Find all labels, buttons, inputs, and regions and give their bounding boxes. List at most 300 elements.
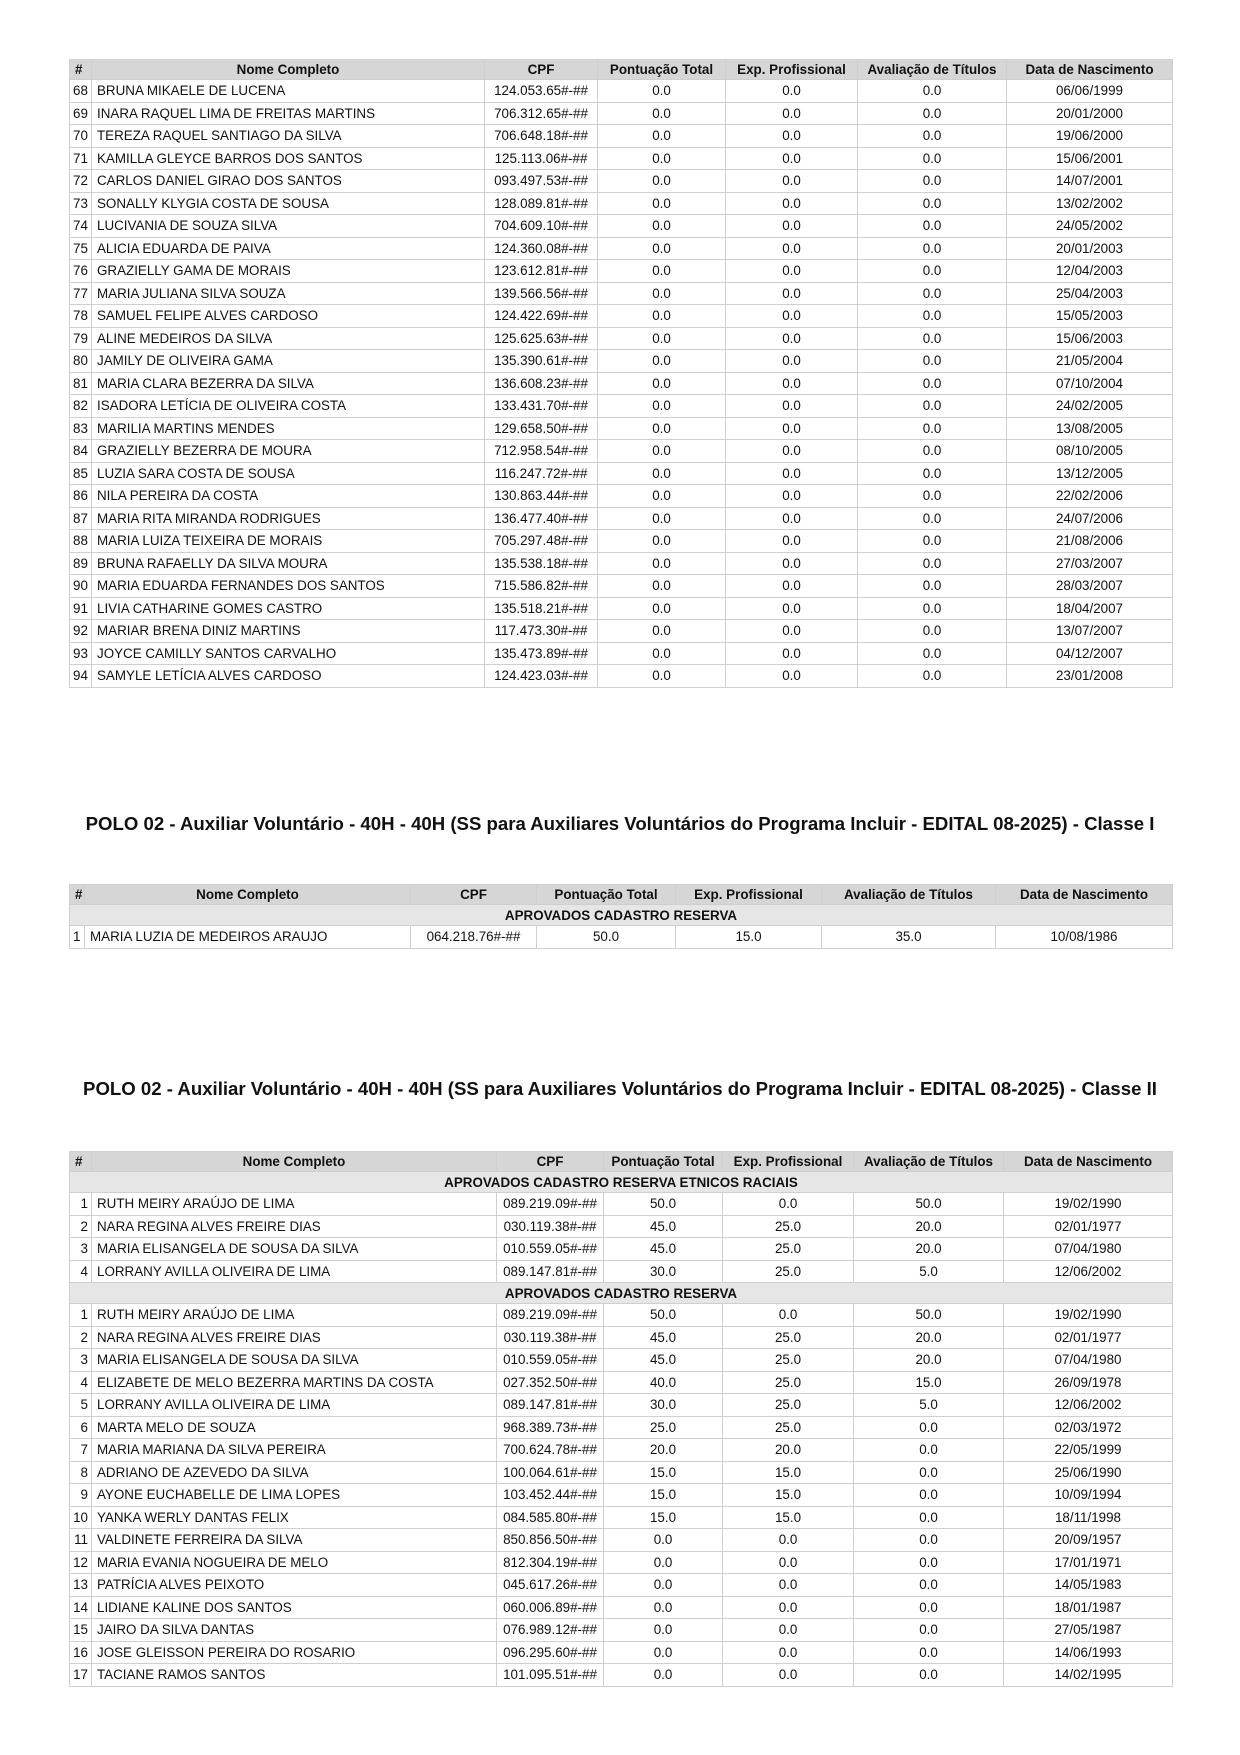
candidate-name: TACIANE RAMOS SANTOS bbox=[92, 1664, 497, 1687]
titles-score: 5.0 bbox=[854, 1394, 1004, 1417]
table-row bbox=[70, 260, 1173, 283]
titles-score: 0.0 bbox=[858, 282, 1007, 305]
titles-score: 0.0 bbox=[858, 147, 1007, 170]
row-number: 84 bbox=[70, 440, 92, 463]
col-header-birthdate: Data de Nascimento bbox=[996, 885, 1173, 905]
experience-score: 0.0 bbox=[723, 1529, 854, 1552]
birth-date: 24/07/2006 bbox=[1007, 507, 1173, 530]
total-score: 50.0 bbox=[537, 926, 676, 949]
col-header-titles: Avaliação de Títulos bbox=[822, 885, 996, 905]
titles-score: 0.0 bbox=[858, 102, 1007, 125]
row-number: 16 bbox=[70, 1641, 92, 1664]
table-row bbox=[70, 1394, 1173, 1417]
table-row bbox=[70, 440, 1173, 463]
col-header-experience: Exp. Profissional bbox=[676, 885, 822, 905]
experience-score: 25.0 bbox=[723, 1349, 854, 1372]
candidate-name: NILA PEREIRA DA COSTA bbox=[92, 485, 485, 508]
birth-date: 13/07/2007 bbox=[1007, 620, 1173, 643]
cpf-value: 136.608.23#-## bbox=[485, 372, 598, 395]
table-row bbox=[70, 485, 1173, 508]
cpf-value: 045.617.26#-## bbox=[497, 1574, 604, 1597]
total-score: 0.0 bbox=[598, 260, 726, 283]
row-number: 94 bbox=[70, 665, 92, 688]
row-number: 7 bbox=[70, 1439, 92, 1462]
experience-score: 0.0 bbox=[726, 440, 858, 463]
birth-date: 10/08/1986 bbox=[996, 926, 1173, 949]
total-score: 0.0 bbox=[598, 125, 726, 148]
cpf-value: 084.585.80#-## bbox=[497, 1506, 604, 1529]
experience-score: 0.0 bbox=[726, 530, 858, 553]
total-score: 45.0 bbox=[604, 1215, 723, 1238]
birth-date: 20/09/1957 bbox=[1004, 1529, 1173, 1552]
group-header-row bbox=[70, 1172, 1173, 1193]
row-number: 68 bbox=[70, 80, 92, 103]
experience-score: 25.0 bbox=[723, 1394, 854, 1417]
titles-score: 0.0 bbox=[858, 260, 1007, 283]
titles-score: 0.0 bbox=[858, 215, 1007, 238]
candidate-name: MARIAR BRENA DINIZ MARTINS bbox=[92, 620, 485, 643]
row-number: 87 bbox=[70, 507, 92, 530]
table-row bbox=[70, 1215, 1173, 1238]
candidate-name: GRAZIELLY GAMA DE MORAIS bbox=[92, 260, 485, 283]
total-score: 0.0 bbox=[604, 1641, 723, 1664]
col-header-number: # bbox=[70, 60, 92, 80]
experience-score: 0.0 bbox=[726, 350, 858, 373]
birth-date: 28/03/2007 bbox=[1007, 575, 1173, 598]
titles-score: 0.0 bbox=[854, 1596, 1004, 1619]
candidate-name: MARIA ELISANGELA DE SOUSA DA SILVA bbox=[92, 1238, 497, 1261]
table-row bbox=[70, 1260, 1173, 1283]
col-header-titles: Avaliação de Títulos bbox=[858, 60, 1007, 80]
cpf-value: 128.089.81#-## bbox=[485, 192, 598, 215]
experience-score: 0.0 bbox=[726, 642, 858, 665]
experience-score: 0.0 bbox=[726, 170, 858, 193]
experience-score: 0.0 bbox=[726, 372, 858, 395]
total-score: 0.0 bbox=[598, 372, 726, 395]
table-row bbox=[70, 1193, 1173, 1216]
cpf-value: 030.119.38#-## bbox=[497, 1215, 604, 1238]
candidate-name: LUZIA SARA COSTA DE SOUSA bbox=[92, 462, 485, 485]
birth-date: 14/06/1993 bbox=[1004, 1641, 1173, 1664]
birth-date: 19/06/2000 bbox=[1007, 125, 1173, 148]
total-score: 0.0 bbox=[598, 485, 726, 508]
titles-score: 0.0 bbox=[858, 350, 1007, 373]
total-score: 0.0 bbox=[598, 597, 726, 620]
candidate-name: NARA REGINA ALVES FREIRE DIAS bbox=[92, 1215, 497, 1238]
total-score: 45.0 bbox=[604, 1349, 723, 1372]
candidate-name: MARIA LUIZA TEIXEIRA DE MORAIS bbox=[92, 530, 485, 553]
col-header-total: Pontuação Total bbox=[598, 60, 726, 80]
col-header-titles: Avaliação de Títulos bbox=[854, 1152, 1004, 1172]
candidate-name: MARIA LUZIA DE MEDEIROS ARAUJO bbox=[85, 926, 411, 949]
cpf-value: 064.218.76#-## bbox=[411, 926, 537, 949]
total-score: 0.0 bbox=[598, 642, 726, 665]
titles-score: 0.0 bbox=[858, 507, 1007, 530]
table-row bbox=[70, 305, 1173, 328]
total-score: 0.0 bbox=[604, 1664, 723, 1687]
birth-date: 15/06/2003 bbox=[1007, 327, 1173, 350]
birth-date: 18/01/1987 bbox=[1004, 1596, 1173, 1619]
table-row bbox=[70, 1641, 1173, 1664]
cpf-value: 125.113.06#-## bbox=[485, 147, 598, 170]
total-score: 0.0 bbox=[598, 665, 726, 688]
table-row bbox=[70, 350, 1173, 373]
cpf-value: 135.473.89#-## bbox=[485, 642, 598, 665]
row-number: 88 bbox=[70, 530, 92, 553]
section-title-classe-2: POLO 02 - Auxiliar Voluntário - 40H - 40H (SS para Auxiliares Voluntários do Programa Incluir - EDITAL 08-2025) - Classe II bbox=[83, 1078, 1157, 1099]
total-score: 0.0 bbox=[598, 215, 726, 238]
birth-date: 21/05/2004 bbox=[1007, 350, 1173, 373]
total-score: 0.0 bbox=[598, 507, 726, 530]
table-header-row bbox=[70, 60, 1173, 80]
row-number: 12 bbox=[70, 1551, 92, 1574]
titles-score: 0.0 bbox=[854, 1484, 1004, 1507]
row-number: 83 bbox=[70, 417, 92, 440]
row-number: 76 bbox=[70, 260, 92, 283]
experience-score: 0.0 bbox=[726, 552, 858, 575]
cpf-value: 129.658.50#-## bbox=[485, 417, 598, 440]
birth-date: 19/02/1990 bbox=[1004, 1304, 1173, 1327]
experience-score: 25.0 bbox=[723, 1260, 854, 1283]
experience-score: 0.0 bbox=[726, 305, 858, 328]
row-number: 1 bbox=[70, 1304, 92, 1327]
candidate-name: KAMILLA GLEYCE BARROS DOS SANTOS bbox=[92, 147, 485, 170]
row-number: 85 bbox=[70, 462, 92, 485]
cpf-value: 133.431.70#-## bbox=[485, 395, 598, 418]
birth-date: 02/03/1972 bbox=[1004, 1416, 1173, 1439]
birth-date: 22/05/1999 bbox=[1004, 1439, 1173, 1462]
birth-date: 07/04/1980 bbox=[1004, 1349, 1173, 1372]
titles-score: 0.0 bbox=[854, 1641, 1004, 1664]
row-number: 78 bbox=[70, 305, 92, 328]
experience-score: 0.0 bbox=[726, 80, 858, 103]
total-score: 0.0 bbox=[598, 102, 726, 125]
candidate-name: ALINE MEDEIROS DA SILVA bbox=[92, 327, 485, 350]
titles-score: 50.0 bbox=[854, 1304, 1004, 1327]
candidate-name: MARIA CLARA BEZERRA DA SILVA bbox=[92, 372, 485, 395]
experience-score: 0.0 bbox=[726, 417, 858, 440]
titles-score: 0.0 bbox=[858, 462, 1007, 485]
row-number: 89 bbox=[70, 552, 92, 575]
candidate-name: RUTH MEIRY ARAÚJO DE LIMA bbox=[92, 1193, 497, 1216]
titles-score: 0.0 bbox=[854, 1664, 1004, 1687]
row-number: 8 bbox=[70, 1461, 92, 1484]
birth-date: 14/07/2001 bbox=[1007, 170, 1173, 193]
total-score: 15.0 bbox=[604, 1461, 723, 1484]
cpf-value: 705.297.48#-## bbox=[485, 530, 598, 553]
total-score: 0.0 bbox=[598, 552, 726, 575]
candidate-name: TEREZA RAQUEL SANTIAGO DA SILVA bbox=[92, 125, 485, 148]
total-score: 0.0 bbox=[604, 1551, 723, 1574]
total-score: 0.0 bbox=[598, 80, 726, 103]
row-number: 9 bbox=[70, 1484, 92, 1507]
cpf-value: 135.390.61#-## bbox=[485, 350, 598, 373]
birth-date: 25/04/2003 bbox=[1007, 282, 1173, 305]
cpf-value: 124.423.03#-## bbox=[485, 665, 598, 688]
candidate-name: SAMYLE LETÍCIA ALVES CARDOSO bbox=[92, 665, 485, 688]
candidate-name: MARILIA MARTINS MENDES bbox=[92, 417, 485, 440]
titles-score: 0.0 bbox=[858, 575, 1007, 598]
table-row bbox=[70, 1596, 1173, 1619]
candidate-name: CARLOS DANIEL GIRAO DOS SANTOS bbox=[92, 170, 485, 193]
experience-score: 25.0 bbox=[723, 1215, 854, 1238]
table-row bbox=[70, 597, 1173, 620]
titles-score: 0.0 bbox=[858, 80, 1007, 103]
results-table-continued bbox=[69, 59, 1173, 688]
table-row bbox=[70, 1349, 1173, 1372]
experience-score: 0.0 bbox=[723, 1193, 854, 1216]
cpf-value: 712.958.54#-## bbox=[485, 440, 598, 463]
table-row bbox=[70, 530, 1173, 553]
total-score: 0.0 bbox=[598, 237, 726, 260]
experience-score: 0.0 bbox=[726, 215, 858, 238]
total-score: 0.0 bbox=[598, 327, 726, 350]
cpf-value: 968.389.73#-## bbox=[497, 1416, 604, 1439]
experience-score: 0.0 bbox=[726, 507, 858, 530]
table-row bbox=[70, 1304, 1173, 1327]
candidate-name: ELIZABETE DE MELO BEZERRA MARTINS DA COSTA bbox=[92, 1371, 497, 1394]
total-score: 0.0 bbox=[598, 462, 726, 485]
table-row bbox=[70, 102, 1173, 125]
cpf-value: 076.989.12#-## bbox=[497, 1619, 604, 1642]
table-row bbox=[70, 417, 1173, 440]
candidate-name: MARIA MARIANA DA SILVA PEREIRA bbox=[92, 1439, 497, 1462]
table-row bbox=[70, 642, 1173, 665]
cpf-value: 136.477.40#-## bbox=[485, 507, 598, 530]
cpf-value: 010.559.05#-## bbox=[497, 1349, 604, 1372]
experience-score: 0.0 bbox=[723, 1619, 854, 1642]
experience-score: 15.0 bbox=[723, 1461, 854, 1484]
candidate-name: MARIA JULIANA SILVA SOUZA bbox=[92, 282, 485, 305]
total-score: 45.0 bbox=[604, 1326, 723, 1349]
table-row bbox=[70, 1574, 1173, 1597]
birth-date: 06/06/1999 bbox=[1007, 80, 1173, 103]
row-number: 2 bbox=[70, 1326, 92, 1349]
experience-score: 0.0 bbox=[726, 462, 858, 485]
total-score: 0.0 bbox=[598, 192, 726, 215]
candidate-name: ALICIA EDUARDA DE PAIVA bbox=[92, 237, 485, 260]
row-number: 72 bbox=[70, 170, 92, 193]
table-row bbox=[70, 552, 1173, 575]
experience-score: 0.0 bbox=[726, 192, 858, 215]
table-row bbox=[70, 372, 1173, 395]
birth-date: 13/08/2005 bbox=[1007, 417, 1173, 440]
table-row bbox=[70, 147, 1173, 170]
row-number: 70 bbox=[70, 125, 92, 148]
titles-score: 0.0 bbox=[854, 1416, 1004, 1439]
row-number: 11 bbox=[70, 1529, 92, 1552]
cpf-value: 096.295.60#-## bbox=[497, 1641, 604, 1664]
cpf-value: 089.219.09#-## bbox=[497, 1193, 604, 1216]
cpf-value: 089.219.09#-## bbox=[497, 1304, 604, 1327]
row-number: 73 bbox=[70, 192, 92, 215]
titles-score: 0.0 bbox=[858, 440, 1007, 463]
table-body bbox=[70, 80, 1173, 688]
row-number: 77 bbox=[70, 282, 92, 305]
candidate-name: SAMUEL FELIPE ALVES CARDOSO bbox=[92, 305, 485, 328]
titles-score: 0.0 bbox=[854, 1439, 1004, 1462]
cpf-value: 124.360.08#-## bbox=[485, 237, 598, 260]
cpf-value: 010.559.05#-## bbox=[497, 1238, 604, 1261]
table-row bbox=[70, 80, 1173, 103]
cpf-value: 700.624.78#-## bbox=[497, 1439, 604, 1462]
table-row bbox=[70, 1461, 1173, 1484]
table-row bbox=[70, 665, 1173, 688]
total-score: 0.0 bbox=[598, 620, 726, 643]
titles-score: 0.0 bbox=[854, 1574, 1004, 1597]
birth-date: 26/09/1978 bbox=[1004, 1371, 1173, 1394]
table-row bbox=[70, 1551, 1173, 1574]
titles-score: 20.0 bbox=[854, 1215, 1004, 1238]
table-row bbox=[70, 575, 1173, 598]
titles-score: 0.0 bbox=[858, 642, 1007, 665]
row-number: 86 bbox=[70, 485, 92, 508]
candidate-name: AYONE EUCHABELLE DE LIMA LOPES bbox=[92, 1484, 497, 1507]
experience-score: 0.0 bbox=[726, 102, 858, 125]
total-score: 30.0 bbox=[604, 1260, 723, 1283]
table-body bbox=[70, 905, 1173, 949]
col-header-total: Pontuação Total bbox=[604, 1152, 723, 1172]
table-row bbox=[70, 395, 1173, 418]
cpf-value: 089.147.81#-## bbox=[497, 1394, 604, 1417]
experience-score: 15.0 bbox=[676, 926, 822, 949]
birth-date: 12/06/2002 bbox=[1004, 1394, 1173, 1417]
group-label: APROVADOS CADASTRO RESERVA bbox=[70, 905, 1173, 926]
table-header-row bbox=[70, 1152, 1173, 1172]
experience-score: 0.0 bbox=[726, 665, 858, 688]
total-score: 0.0 bbox=[598, 147, 726, 170]
total-score: 0.0 bbox=[598, 282, 726, 305]
experience-score: 25.0 bbox=[723, 1416, 854, 1439]
cpf-value: 135.538.18#-## bbox=[485, 552, 598, 575]
candidate-name: GRAZIELLY BEZERRA DE MOURA bbox=[92, 440, 485, 463]
total-score: 0.0 bbox=[598, 395, 726, 418]
experience-score: 0.0 bbox=[723, 1551, 854, 1574]
cpf-value: 124.422.69#-## bbox=[485, 305, 598, 328]
cpf-value: 123.612.81#-## bbox=[485, 260, 598, 283]
table-row bbox=[70, 1326, 1173, 1349]
birth-date: 17/01/1971 bbox=[1004, 1551, 1173, 1574]
birth-date: 27/03/2007 bbox=[1007, 552, 1173, 575]
experience-score: 0.0 bbox=[726, 125, 858, 148]
cpf-value: 100.064.61#-## bbox=[497, 1461, 604, 1484]
row-number: 82 bbox=[70, 395, 92, 418]
total-score: 0.0 bbox=[598, 417, 726, 440]
experience-score: 0.0 bbox=[726, 620, 858, 643]
experience-score: 0.0 bbox=[726, 485, 858, 508]
group-header-row bbox=[70, 1283, 1173, 1304]
total-score: 0.0 bbox=[598, 440, 726, 463]
titles-score: 0.0 bbox=[858, 125, 1007, 148]
total-score: 45.0 bbox=[604, 1238, 723, 1261]
titles-score: 0.0 bbox=[854, 1506, 1004, 1529]
table-row bbox=[70, 462, 1173, 485]
candidate-name: LORRANY AVILLA OLIVEIRA DE LIMA bbox=[92, 1394, 497, 1417]
experience-score: 0.0 bbox=[726, 575, 858, 598]
row-number: 93 bbox=[70, 642, 92, 665]
col-header-name: Nome Completo bbox=[92, 1152, 497, 1172]
cpf-value: 103.452.44#-## bbox=[497, 1484, 604, 1507]
row-number: 75 bbox=[70, 237, 92, 260]
experience-score: 25.0 bbox=[723, 1371, 854, 1394]
total-score: 25.0 bbox=[604, 1416, 723, 1439]
total-score: 0.0 bbox=[598, 170, 726, 193]
candidate-name: JAMILY DE OLIVEIRA GAMA bbox=[92, 350, 485, 373]
birth-date: 24/02/2005 bbox=[1007, 395, 1173, 418]
table-row bbox=[70, 620, 1173, 643]
total-score: 0.0 bbox=[604, 1574, 723, 1597]
cpf-value: 030.119.38#-## bbox=[497, 1326, 604, 1349]
experience-score: 15.0 bbox=[723, 1506, 854, 1529]
total-score: 0.0 bbox=[604, 1596, 723, 1619]
birth-date: 27/05/1987 bbox=[1004, 1619, 1173, 1642]
row-number: 79 bbox=[70, 327, 92, 350]
table-row bbox=[70, 1416, 1173, 1439]
titles-score: 0.0 bbox=[858, 372, 1007, 395]
candidate-name: ISADORA LETÍCIA DE OLIVEIRA COSTA bbox=[92, 395, 485, 418]
candidate-name: SONALLY KLYGIA COSTA DE SOUSA bbox=[92, 192, 485, 215]
birth-date: 02/01/1977 bbox=[1004, 1215, 1173, 1238]
total-score: 15.0 bbox=[604, 1506, 723, 1529]
titles-score: 0.0 bbox=[854, 1461, 1004, 1484]
titles-score: 0.0 bbox=[858, 237, 1007, 260]
experience-score: 0.0 bbox=[726, 260, 858, 283]
candidate-name: JOYCE CAMILLY SANTOS CARVALHO bbox=[92, 642, 485, 665]
cpf-value: 125.625.63#-## bbox=[485, 327, 598, 350]
row-number: 71 bbox=[70, 147, 92, 170]
titles-score: 0.0 bbox=[858, 170, 1007, 193]
table-row bbox=[70, 192, 1173, 215]
birth-date: 04/12/2007 bbox=[1007, 642, 1173, 665]
titles-score: 0.0 bbox=[858, 395, 1007, 418]
candidate-name: LIDIANE KALINE DOS SANTOS bbox=[92, 1596, 497, 1619]
titles-score: 0.0 bbox=[858, 620, 1007, 643]
row-number: 14 bbox=[70, 1596, 92, 1619]
table-row bbox=[70, 282, 1173, 305]
row-number: 3 bbox=[70, 1349, 92, 1372]
titles-score: 0.0 bbox=[858, 665, 1007, 688]
col-header-cpf: CPF bbox=[411, 885, 537, 905]
results-table-classe-1 bbox=[69, 884, 1173, 949]
row-number: 74 bbox=[70, 215, 92, 238]
cpf-value: 130.863.44#-## bbox=[485, 485, 598, 508]
col-header-number: # bbox=[70, 885, 85, 905]
candidate-name: JAIRO DA SILVA DANTAS bbox=[92, 1619, 497, 1642]
group-header-row bbox=[70, 905, 1173, 926]
candidate-name: MARIA RITA MIRANDA RODRIGUES bbox=[92, 507, 485, 530]
table-row bbox=[70, 1506, 1173, 1529]
col-header-name: Nome Completo bbox=[85, 885, 411, 905]
total-score: 0.0 bbox=[598, 575, 726, 598]
experience-score: 0.0 bbox=[723, 1596, 854, 1619]
row-number: 81 bbox=[70, 372, 92, 395]
cpf-value: 027.352.50#-## bbox=[497, 1371, 604, 1394]
candidate-name: LIVIA CATHARINE GOMES CASTRO bbox=[92, 597, 485, 620]
titles-score: 0.0 bbox=[854, 1529, 1004, 1552]
titles-score: 20.0 bbox=[854, 1349, 1004, 1372]
birth-date: 13/02/2002 bbox=[1007, 192, 1173, 215]
birth-date: 20/01/2003 bbox=[1007, 237, 1173, 260]
table-row bbox=[70, 1371, 1173, 1394]
experience-score: 25.0 bbox=[723, 1238, 854, 1261]
col-header-birthdate: Data de Nascimento bbox=[1007, 60, 1173, 80]
birth-date: 15/05/2003 bbox=[1007, 305, 1173, 328]
cpf-value: 706.312.65#-## bbox=[485, 102, 598, 125]
total-score: 15.0 bbox=[604, 1484, 723, 1507]
candidate-name: RUTH MEIRY ARAÚJO DE LIMA bbox=[92, 1304, 497, 1327]
table-row bbox=[70, 125, 1173, 148]
section-title-classe-1: POLO 02 - Auxiliar Voluntário - 40H - 40H (SS para Auxiliares Voluntários do Programa Incluir - EDITAL 08-2025) - Classe I bbox=[85, 813, 1155, 834]
